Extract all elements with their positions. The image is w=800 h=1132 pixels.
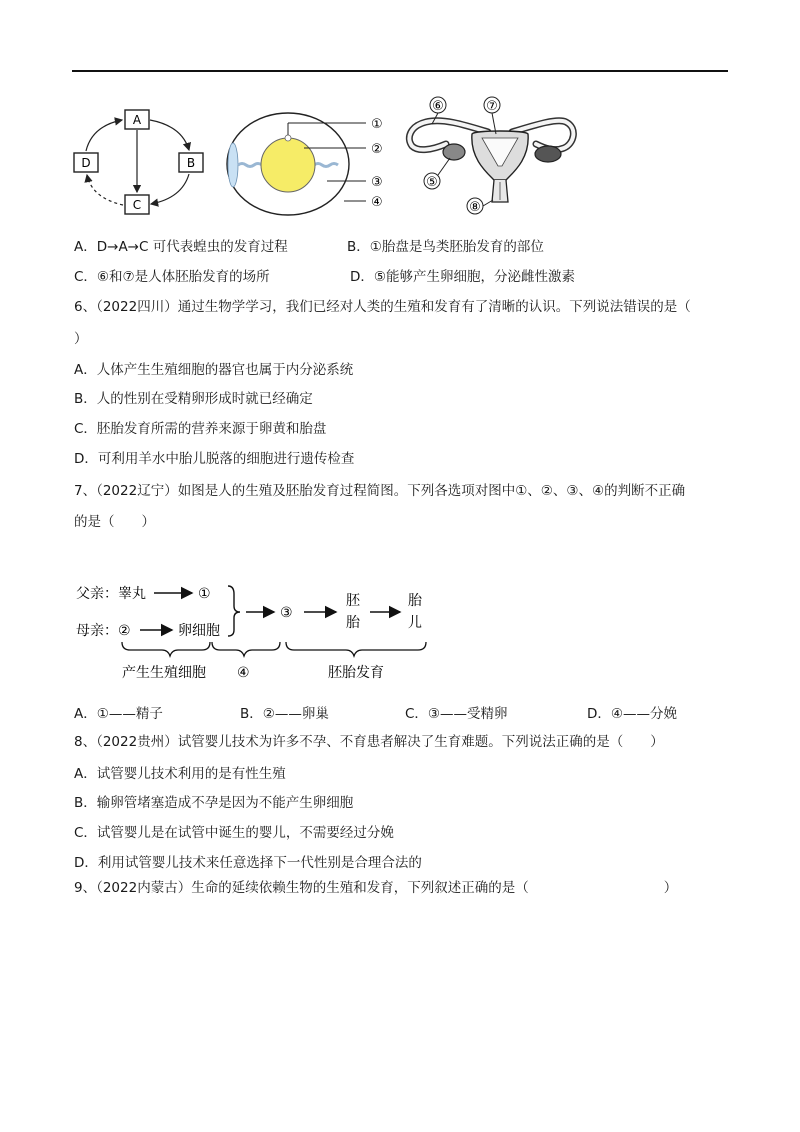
q6-option-b: B．人的性别在受精卵形成时就已经确定 xyxy=(74,391,313,407)
arrow-a-b xyxy=(150,120,189,150)
brace-stage3 xyxy=(286,642,426,656)
q7-stem-line1: 7、（2022辽宁）如图是人的生殖及胚胎发育过程简图。下列各选项对图中①、②、③、④的判断不正确 xyxy=(74,483,686,499)
brace-stage2 xyxy=(212,642,280,656)
brace-stage1 xyxy=(122,642,210,656)
uterus-label-5: ⑤ xyxy=(426,175,438,190)
arrow-c-d-dashed xyxy=(87,175,123,205)
q6-option-d: D．可利用羊水中胎儿脱落的细胞进行遗传检查 xyxy=(74,451,355,467)
q5-option-a: A．D→A→C 可代表蝗虫的发育过程 xyxy=(74,239,288,255)
egg-label-2: ② xyxy=(371,142,383,157)
label-d: D xyxy=(81,156,91,170)
q8-option-c: C．试管婴儿是在试管中诞生的婴儿，不需要经过分娩 xyxy=(74,825,394,841)
bird-egg-diagram xyxy=(224,108,390,220)
q5-option-d: D．⑤能够产生卵细胞，分泌雌性激素 xyxy=(350,269,575,285)
q6-stem-line2: ） xyxy=(74,331,88,347)
q8-option-a: A．试管婴儿技术利用的是有性生殖 xyxy=(74,766,286,782)
female-reproductive-system-diagram xyxy=(402,94,580,216)
yolk xyxy=(261,138,315,192)
embryo-char-1: 胚 xyxy=(346,593,360,609)
germinal-disc xyxy=(285,135,291,141)
egg-label-3: ③ xyxy=(371,175,383,190)
label-c: C xyxy=(132,198,142,212)
q7-option-a: A．①——精子 xyxy=(74,706,163,722)
q6-option-a: A．人体产生生殖细胞的器官也属于内分泌系统 xyxy=(74,362,354,378)
fetus-char-1: 胎 xyxy=(408,593,422,609)
uterus-label-6: ⑥ xyxy=(432,99,444,114)
egg-label-4: ④ xyxy=(371,195,383,210)
q8-stem: 8、（2022贵州）试管婴儿技术为许多不孕、不育患者解决了生育难题。下列说法正确的是（ ） xyxy=(74,734,664,750)
egg-label-1: ① xyxy=(371,117,383,132)
q5-option-c: C．⑥和⑦是人体胚胎发育的场所 xyxy=(74,269,270,285)
q9-stem: 9、（2022内蒙古）生命的延续依赖生物的生殖和发育，下列叙述正确的是（ ） xyxy=(74,880,678,896)
merge-brace xyxy=(228,586,240,636)
stage2-label: ④ xyxy=(237,665,250,681)
label-a: A xyxy=(132,113,142,127)
ovary-right xyxy=(535,146,561,162)
q7-stem-line2: 的是（ ） xyxy=(74,514,155,530)
circle-3: ③ xyxy=(280,605,293,621)
ovary-left xyxy=(443,144,465,160)
air-cell xyxy=(228,143,238,187)
circle-1: ① xyxy=(198,586,211,602)
development-cycle-diagram xyxy=(70,104,220,220)
reproduction-process-diagram xyxy=(74,578,434,686)
q7-option-d: D．④——分娩 xyxy=(587,706,677,722)
embryo-char-2: 胎 xyxy=(346,615,360,631)
father-label: 父亲：睾丸 xyxy=(76,586,146,602)
header-rule xyxy=(72,70,728,72)
arrow-b-c xyxy=(151,174,189,204)
uterus-label-8: ⑧ xyxy=(469,200,481,215)
q7-option-b: B．②——卵巢 xyxy=(240,706,329,722)
uterus-label-7: ⑦ xyxy=(486,99,498,114)
q5-option-b: B．①胎盘是鸟类胚胎发育的部位 xyxy=(347,239,544,255)
arrow-d-a xyxy=(86,120,122,151)
mother-label: 母亲：② xyxy=(76,623,131,639)
q8-option-b: B．输卵管堵塞造成不孕是因为不能产生卵细胞 xyxy=(74,795,354,811)
egg-cell-label: 卵细胞 xyxy=(178,623,220,639)
stage3-label: 胚胎发育 xyxy=(328,665,384,681)
q8-option-d: D．利用试管婴儿技术来任意选择下一代性别是合理合法的 xyxy=(74,855,422,871)
stage1-label: 产生生殖细胞 xyxy=(122,665,206,681)
q6-stem-line1: 6、（2022四川）通过生物学学习，我们已经对人类的生殖和发育有了清晰的认识。下列说法错误的是（ xyxy=(74,299,691,315)
q6-option-c: C．胚胎发育所需的营养来源于卵黄和胎盘 xyxy=(74,421,327,437)
q7-option-c: C．③——受精卵 xyxy=(405,706,508,722)
label-b: B xyxy=(186,156,196,170)
fetus-char-2: 儿 xyxy=(408,615,422,631)
